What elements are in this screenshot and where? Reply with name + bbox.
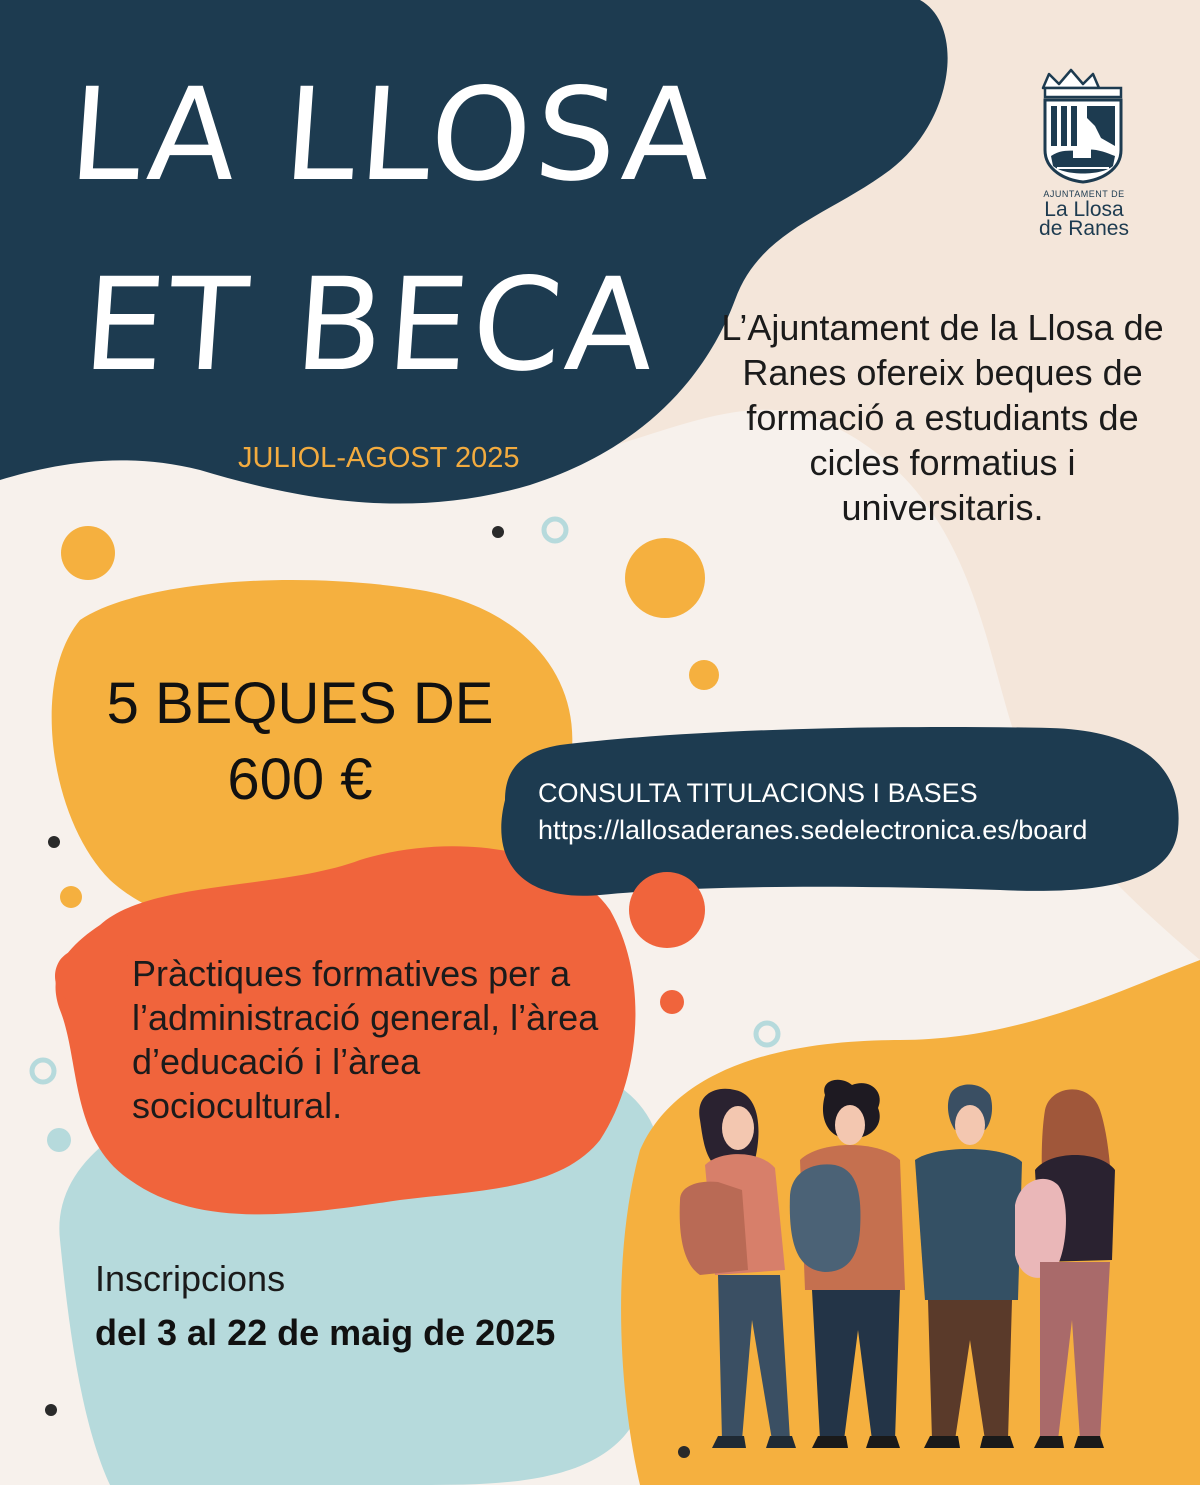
dot (492, 526, 504, 538)
dot (556, 1441, 584, 1469)
logo-small-text: AJUNTAMENT DE (1043, 189, 1125, 199)
intro-text: L’Ajuntament de la Llosa de Ranes ofereix beques de formació a estudiants de cicles formatius i universitaris. (721, 307, 1164, 528)
dot (625, 538, 705, 618)
practices-text: Pràctiques formatives per a l’administració general, l’àrea d’educació i l’àrea sociocultural. (132, 953, 599, 1126)
period-label: JULIOL-AGOST 2025 (238, 442, 520, 474)
consult-banner-shape (501, 727, 1178, 896)
dot (61, 526, 115, 580)
dot (60, 886, 82, 908)
logo-name-line-1: La Llosa (1044, 198, 1124, 221)
grants-amount: 5 BEQUES DE 600 € (106, 671, 494, 812)
dot (660, 990, 684, 1014)
dot (47, 1128, 71, 1152)
registration-label: Inscripcions (95, 1258, 286, 1299)
logo-name-line-2: de Ranes (1039, 217, 1129, 240)
consult-url-link[interactable]: https://lallosaderanes.sedelectronica.es/board (538, 815, 1088, 845)
dot (629, 872, 705, 948)
dot (678, 1446, 690, 1458)
dot (45, 1404, 57, 1416)
town-crest-icon (1043, 70, 1121, 182)
title-line-1: LA LLOSA (64, 61, 720, 210)
dot (48, 836, 60, 848)
dot (689, 660, 719, 690)
consult-title: CONSULTA TITULACIONS I BASES (538, 778, 978, 808)
title-line-2: ET BECA (78, 251, 663, 400)
registration-dates: del 3 al 22 de maig de 2025 (95, 1312, 556, 1353)
